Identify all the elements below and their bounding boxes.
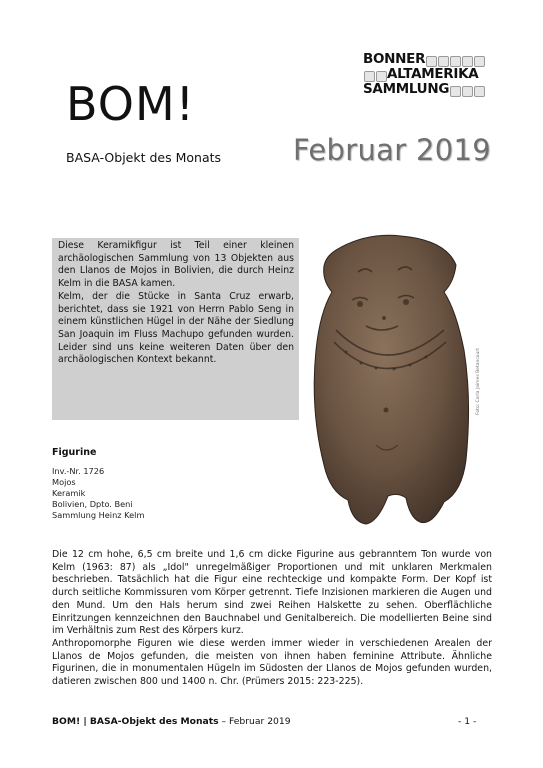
glyph-frieze-icon <box>425 54 485 64</box>
object-heading: Figurine <box>52 447 97 458</box>
inventory-number: Inv.-Nr. 1726 <box>52 466 105 476</box>
object-metadata <box>52 466 144 521</box>
intro-text <box>58 240 294 367</box>
logo-line-2 <box>363 67 478 81</box>
object-culture: Mojos <box>52 477 76 487</box>
intro-paragraph: Kelm, der die Stücke in Santa Cruz erwarb, berichtet, dass sie 1921 von Herrn Pablo Seng in einem künstlichen Hügel in der Nähe der Siedlung San Joaquin im Fluss Machupo gefunden wurden. Leider sind uns keine weiteren Daten über den archäologischen Kontext bekannt. <box>58 290 294 366</box>
body-paragraph: Anthropomorphe Figuren wie diese werden immer wieder in verschiedenen Arealen der Llanos de Mojos gefunden, die meisten von ihnen haben feminine Attribute. Ähnliche Figurinen, die in monumentalen Hügeln im Südosten der Llanos de Mojos gefunden wurden, datieren zwischen 800 und 1400 n. Chr. (Prümers 2015: 223-225). <box>52 637 492 688</box>
page-number: - 1 - <box>458 716 477 727</box>
page-title: BOM! <box>66 77 196 131</box>
logo-line-3 <box>363 82 485 96</box>
page-subtitle: BASA-Objekt des Monats <box>66 150 222 165</box>
page-footer <box>52 716 291 727</box>
footer-month: – Februar 2019 <box>221 716 291 727</box>
body-text <box>52 549 492 689</box>
logo-text-altamerika: ALTAMERIKA <box>387 66 479 82</box>
object-collection: Sammlung Heinz Kelm <box>52 510 145 520</box>
footer-brand: BOM! | BASA-Objekt des Monats <box>52 716 219 727</box>
glyph-frieze-icon <box>363 69 387 79</box>
photo-credit: Foto: Carla Jaimes Betancourt <box>476 347 481 415</box>
intro-paragraph: Diese Keramikfigur ist Teil einer kleinen archäologischen Sammlung von 13 Objekten aus den Llanos de Mojos in Bolivien, die durch Heinz Kelm in die BASA kamen. <box>58 240 294 290</box>
figurine-photo <box>306 230 474 528</box>
logo-line-1 <box>363 52 485 66</box>
issue-month: Februar 2019 <box>293 133 491 167</box>
logo-text-bonner: BONNER <box>363 51 426 67</box>
body-paragraph: Die 12 cm hohe, 6,5 cm breite und 1,6 cm dicke Figurine aus gebranntem Ton wurde von Kelm (1963: 87) als „Idol" unregelmäßiger Proportionen und mit unklaren Merkmalen beschrieben. Tatsächlich hat die Figur eine rechteckige und kompakte Form. Der Kopf ist durch seitliche Kommissuren vom Körper getrennt. Tiefe Inzisionen markieren die Augen und den Mund. Um den Hals herum sind zwei Reihen Halskette zu sehen. Oberflächliche Einritzungen kennzeichnen den Bauchnabel und Genitalbereich. Die modellierten Beine sind im Verhältnis zum Rest des Körpers kurz. <box>52 549 492 637</box>
logo-text-sammlung: SAMMLUNG <box>363 81 450 97</box>
object-origin: Bolivien, Dpto. Beni <box>52 499 133 509</box>
object-material: Keramik <box>52 488 86 498</box>
glyph-frieze-icon <box>449 84 485 94</box>
